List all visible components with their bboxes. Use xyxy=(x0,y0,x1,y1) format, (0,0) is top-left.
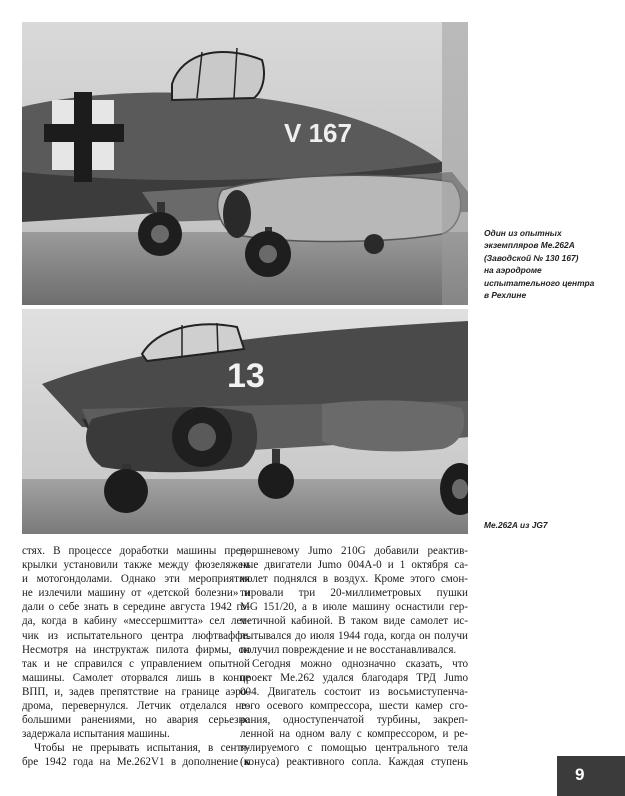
text-line: пытывался до июля 1944 года, когда он получи xyxy=(240,629,468,642)
caption-line: в Рехлине xyxy=(484,290,527,301)
page-number: 9 xyxy=(575,765,585,784)
paragraph xyxy=(22,741,250,769)
text-line: да, когда в кабину «мессершмитта» сел лет- xyxy=(22,615,250,628)
text-line: метичной кабиной. В таком виде самолет ис- xyxy=(240,615,468,628)
text-line: молет поднялся в воздух. Кроме этого смон- xyxy=(240,573,468,586)
photo-me262-v167 xyxy=(22,22,468,305)
text-line: MG 151/20, а в июле машину оснастили гер- xyxy=(240,601,468,614)
paragraph xyxy=(22,544,250,741)
text-line: крылки установили также между фюзеляжем xyxy=(22,559,250,572)
text-line: 004. Двигатель состоит из восьмиступенча- xyxy=(240,685,468,698)
caption-line: (Заводской № 130 167) xyxy=(484,252,579,263)
text-column-left xyxy=(22,544,250,770)
text-line: поршневому Jumo 210G добавили реактив- xyxy=(240,545,468,557)
caption-line: испытательного центра xyxy=(484,277,595,288)
text-line: (конуса) реактивного сопла. Каждая ступень xyxy=(240,756,468,769)
text-line: машины. Самолет оторвался лишь в конце xyxy=(22,671,250,684)
photo-me262-jg7 xyxy=(22,309,468,534)
text-line: Сегодня можно однозначно сказать, что xyxy=(252,657,468,670)
text-line: проект Me.262 удался благодаря ТРД Jumo xyxy=(240,671,468,684)
text-line: стях. В процессе доработки машины пред- xyxy=(22,545,250,557)
text-line: получил повреждение и не восстанавливался. xyxy=(240,643,457,656)
text-line: Несмотря на инструктаж пилота фирмы, он xyxy=(22,643,250,656)
text-column-right xyxy=(240,544,468,770)
caption-line: Me.262A из JG7 xyxy=(484,520,548,530)
caption-line: экземпляров Me.262A xyxy=(484,240,575,251)
text-line: дрома, перевернулся. Летчик отделался не- xyxy=(22,700,250,713)
fuselage-number: 13 xyxy=(227,357,265,395)
text-line: ВПП, и, задев препятствие на границе аэро- xyxy=(22,685,250,698)
text-line: и мотогондолами. Однако эти мероприятия xyxy=(22,573,250,586)
text-line: тировали три 20-миллиметровых пушки xyxy=(240,587,468,600)
text-line: рания, одноступенчатой турбины, закреп- xyxy=(240,714,468,727)
paragraph xyxy=(240,544,468,657)
caption-line: Один из опытных xyxy=(484,228,562,238)
text-line: ные двигатели Jumo 004A-0 и 1 октября са- xyxy=(240,559,468,572)
text-line: не излечили машину от «детской болезни» и xyxy=(22,587,250,600)
paragraph xyxy=(240,657,468,770)
caption-line: на аэродроме xyxy=(484,265,542,276)
text-line: ленной на одном валу с компрессором, и ре- xyxy=(240,728,468,741)
caption-top-photo xyxy=(484,227,619,301)
text-line: чик из испытательного центра люфтваффе. xyxy=(22,629,250,642)
text-line: бре 1942 года на Me.262V1 в дополнение к xyxy=(22,756,250,769)
text-line: того осевого компрессора, шести камер сго- xyxy=(240,700,468,713)
text-line: Чтобы не прерывать испытания, в сентя- xyxy=(34,742,250,755)
caption-bottom-photo xyxy=(484,519,619,531)
text-line: дали о себе знать в середине августа 1942 го- xyxy=(22,601,250,614)
fuselage-code: V 167 xyxy=(284,118,352,148)
text-line: задержала испытания машины. xyxy=(22,728,170,741)
text-line: гулируемого с помощью центрального тела xyxy=(240,742,468,755)
text-line: так и не справился с управлением опытной xyxy=(22,657,250,670)
text-line: большими ранениями, но авария серьезно xyxy=(22,714,250,727)
page-number-tab xyxy=(557,756,625,796)
